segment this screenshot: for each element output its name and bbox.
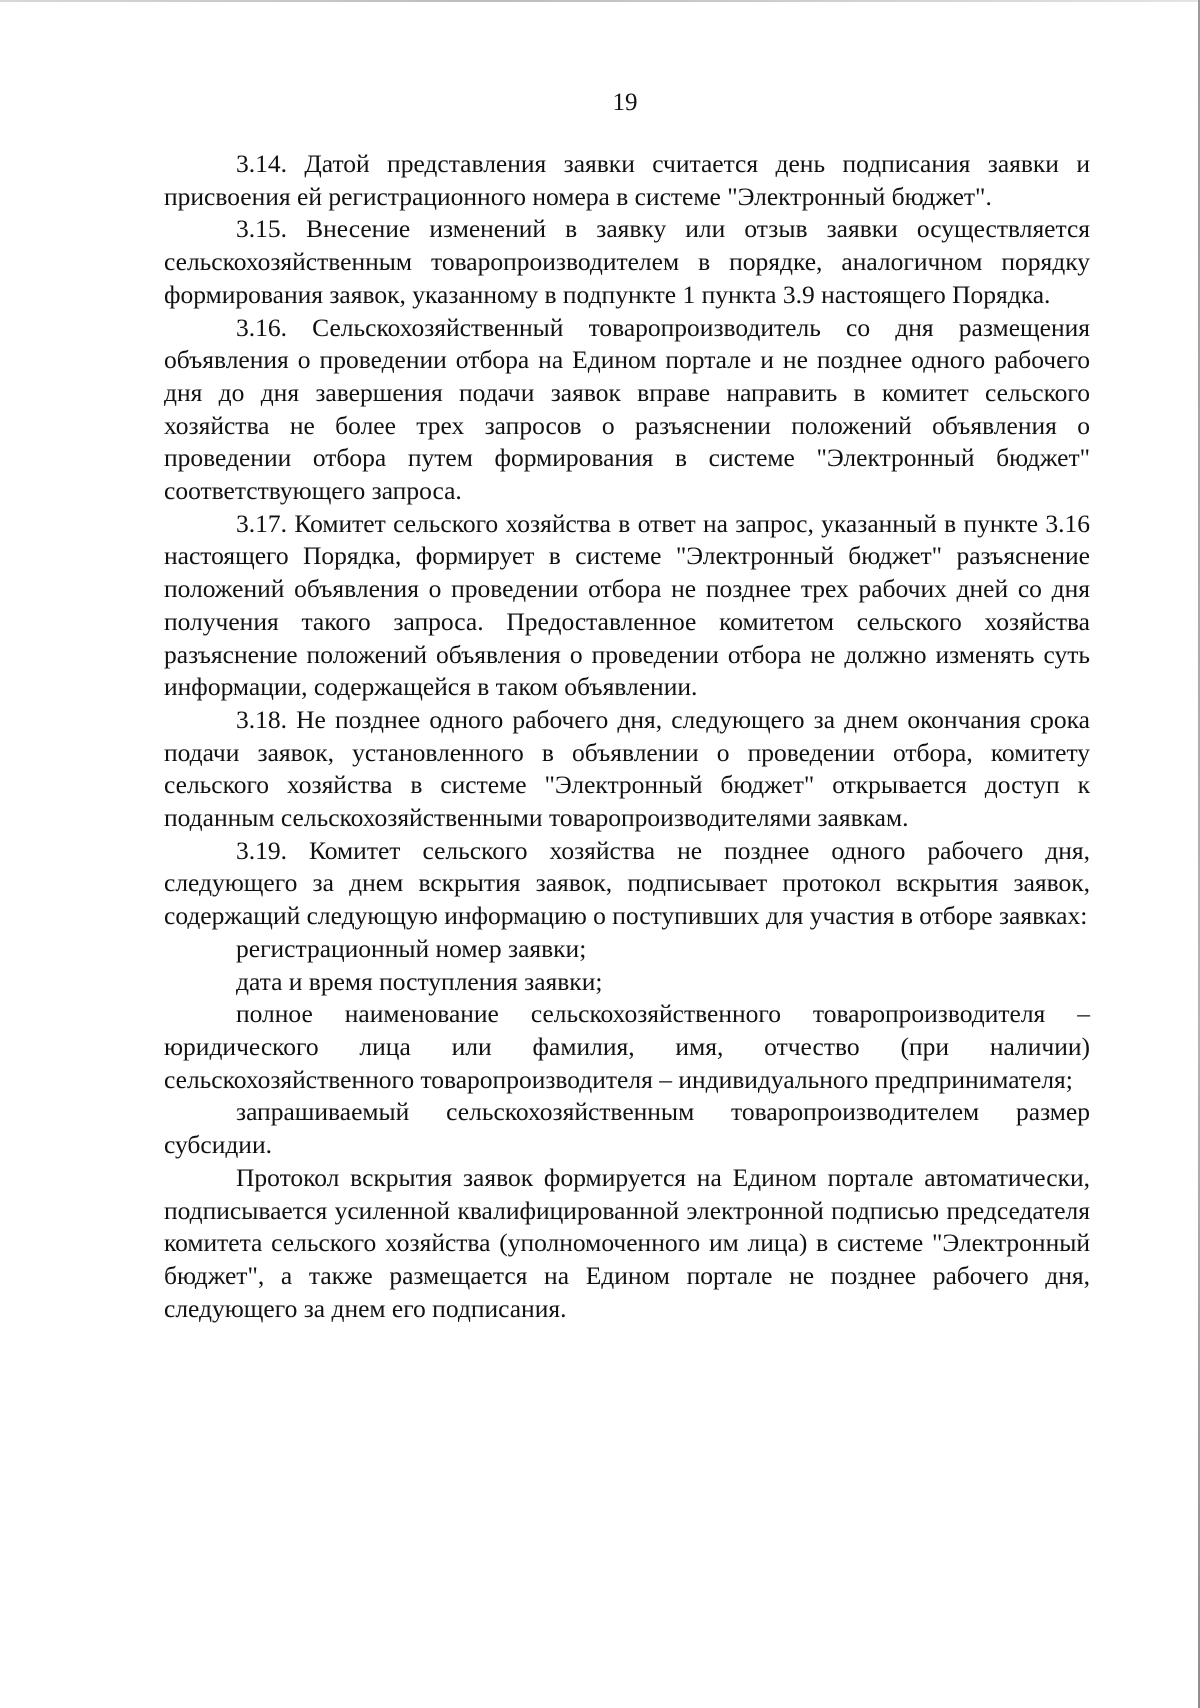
paragraph-3-14: 3.14. Датой представления заявки считается день подписания заявки и присвоения ей регистрационного номера в системе "Электронный бюджет".: [164, 149, 1090, 211]
paragraph-3-18: 3.18. Не позднее одного рабочего дня, следующего за днем окончания срока подачи заявок, установленного в объявлении о проведении отбора, комитету сельского хозяйства в системе "Электронный бюджет" открывается доступ к поданным сельскохозяйственными товаропроизводителями заявкам.: [164, 704, 1090, 833]
paragraph-3-16: 3.16. Сельскохозяйственный товаропроизводитель со дня размещения объявления о проведении отбора на Едином портале и не позднее одного рабочего дня до дня завершения подачи заявок вправе направить в комитет сельского хозяйства не более трех запросов о разъяснении положений объявления о проведении отбора путем формирования в системе "Электронный бюджет" соответствующего запроса.: [164, 312, 1090, 506]
list-item-registration-number: регистрационный номер заявки;: [236, 933, 587, 963]
page-number: 19: [612, 89, 638, 116]
paragraph-3-15: 3.15. Внесение изменений в заявку или отзыв заявки осуществляется сельскохозяйственным товаропроизводителем в порядке, аналогичном порядку формирования заявок, указанному в подпункте 1 пункта 3.9 настоящего Порядка.: [164, 214, 1090, 309]
paragraph-3-19: 3.19. Комитет сельского хозяйства не позднее одного рабочего дня, следующего за днем вскрытия заявок, подписывает протокол вскрытия заявок, содержащий следующую информацию о поступивших для участия в отборе заявках:: [164, 835, 1090, 931]
paragraph-protocol: Протокол вскрытия заявок формируется на Едином портале автоматически, подписывается усиленной квалифицированной электронной подписью председателя комитета сельского хозяйства (уполномоченного им лица) в системе "Электронный бюджет", а также размещается на Едином портале не позднее рабочего дня, следующего за днем его подписания.: [164, 1162, 1090, 1323]
list-item-subsidy-amount: запрашиваемый сельскохозяйственным товаропроизводителем размер субсидии.: [164, 1097, 1090, 1160]
list-item-date-time: дата и время поступления заявки;: [236, 966, 603, 996]
list-item-full-name: полное наименование сельскохозяйственного товаропроизводителя – юридического лица или фамилия, имя, отчество (при наличии) сельскохозяйственного товаропроизводителя – индивидуального предпринимателя;: [164, 999, 1090, 1094]
document-body: [164, 148, 1090, 1325]
paragraph-3-17: 3.17. Комитет сельского хозяйства в ответ на запрос, указанный в пункте 3.16 настоящего Порядка, формирует в системе "Электронный бюджет" разъяснение положений объявления о проведении отбора не позднее трех рабочих дней со дня получения такого запроса. Предоставленное комитетом сельского хозяйства разъяснение положений объявления о проведении отбора не должно изменять суть информации, содержащейся в таком объявлении.: [164, 508, 1090, 702]
scan-top-edge: [0, 0, 1200, 2]
